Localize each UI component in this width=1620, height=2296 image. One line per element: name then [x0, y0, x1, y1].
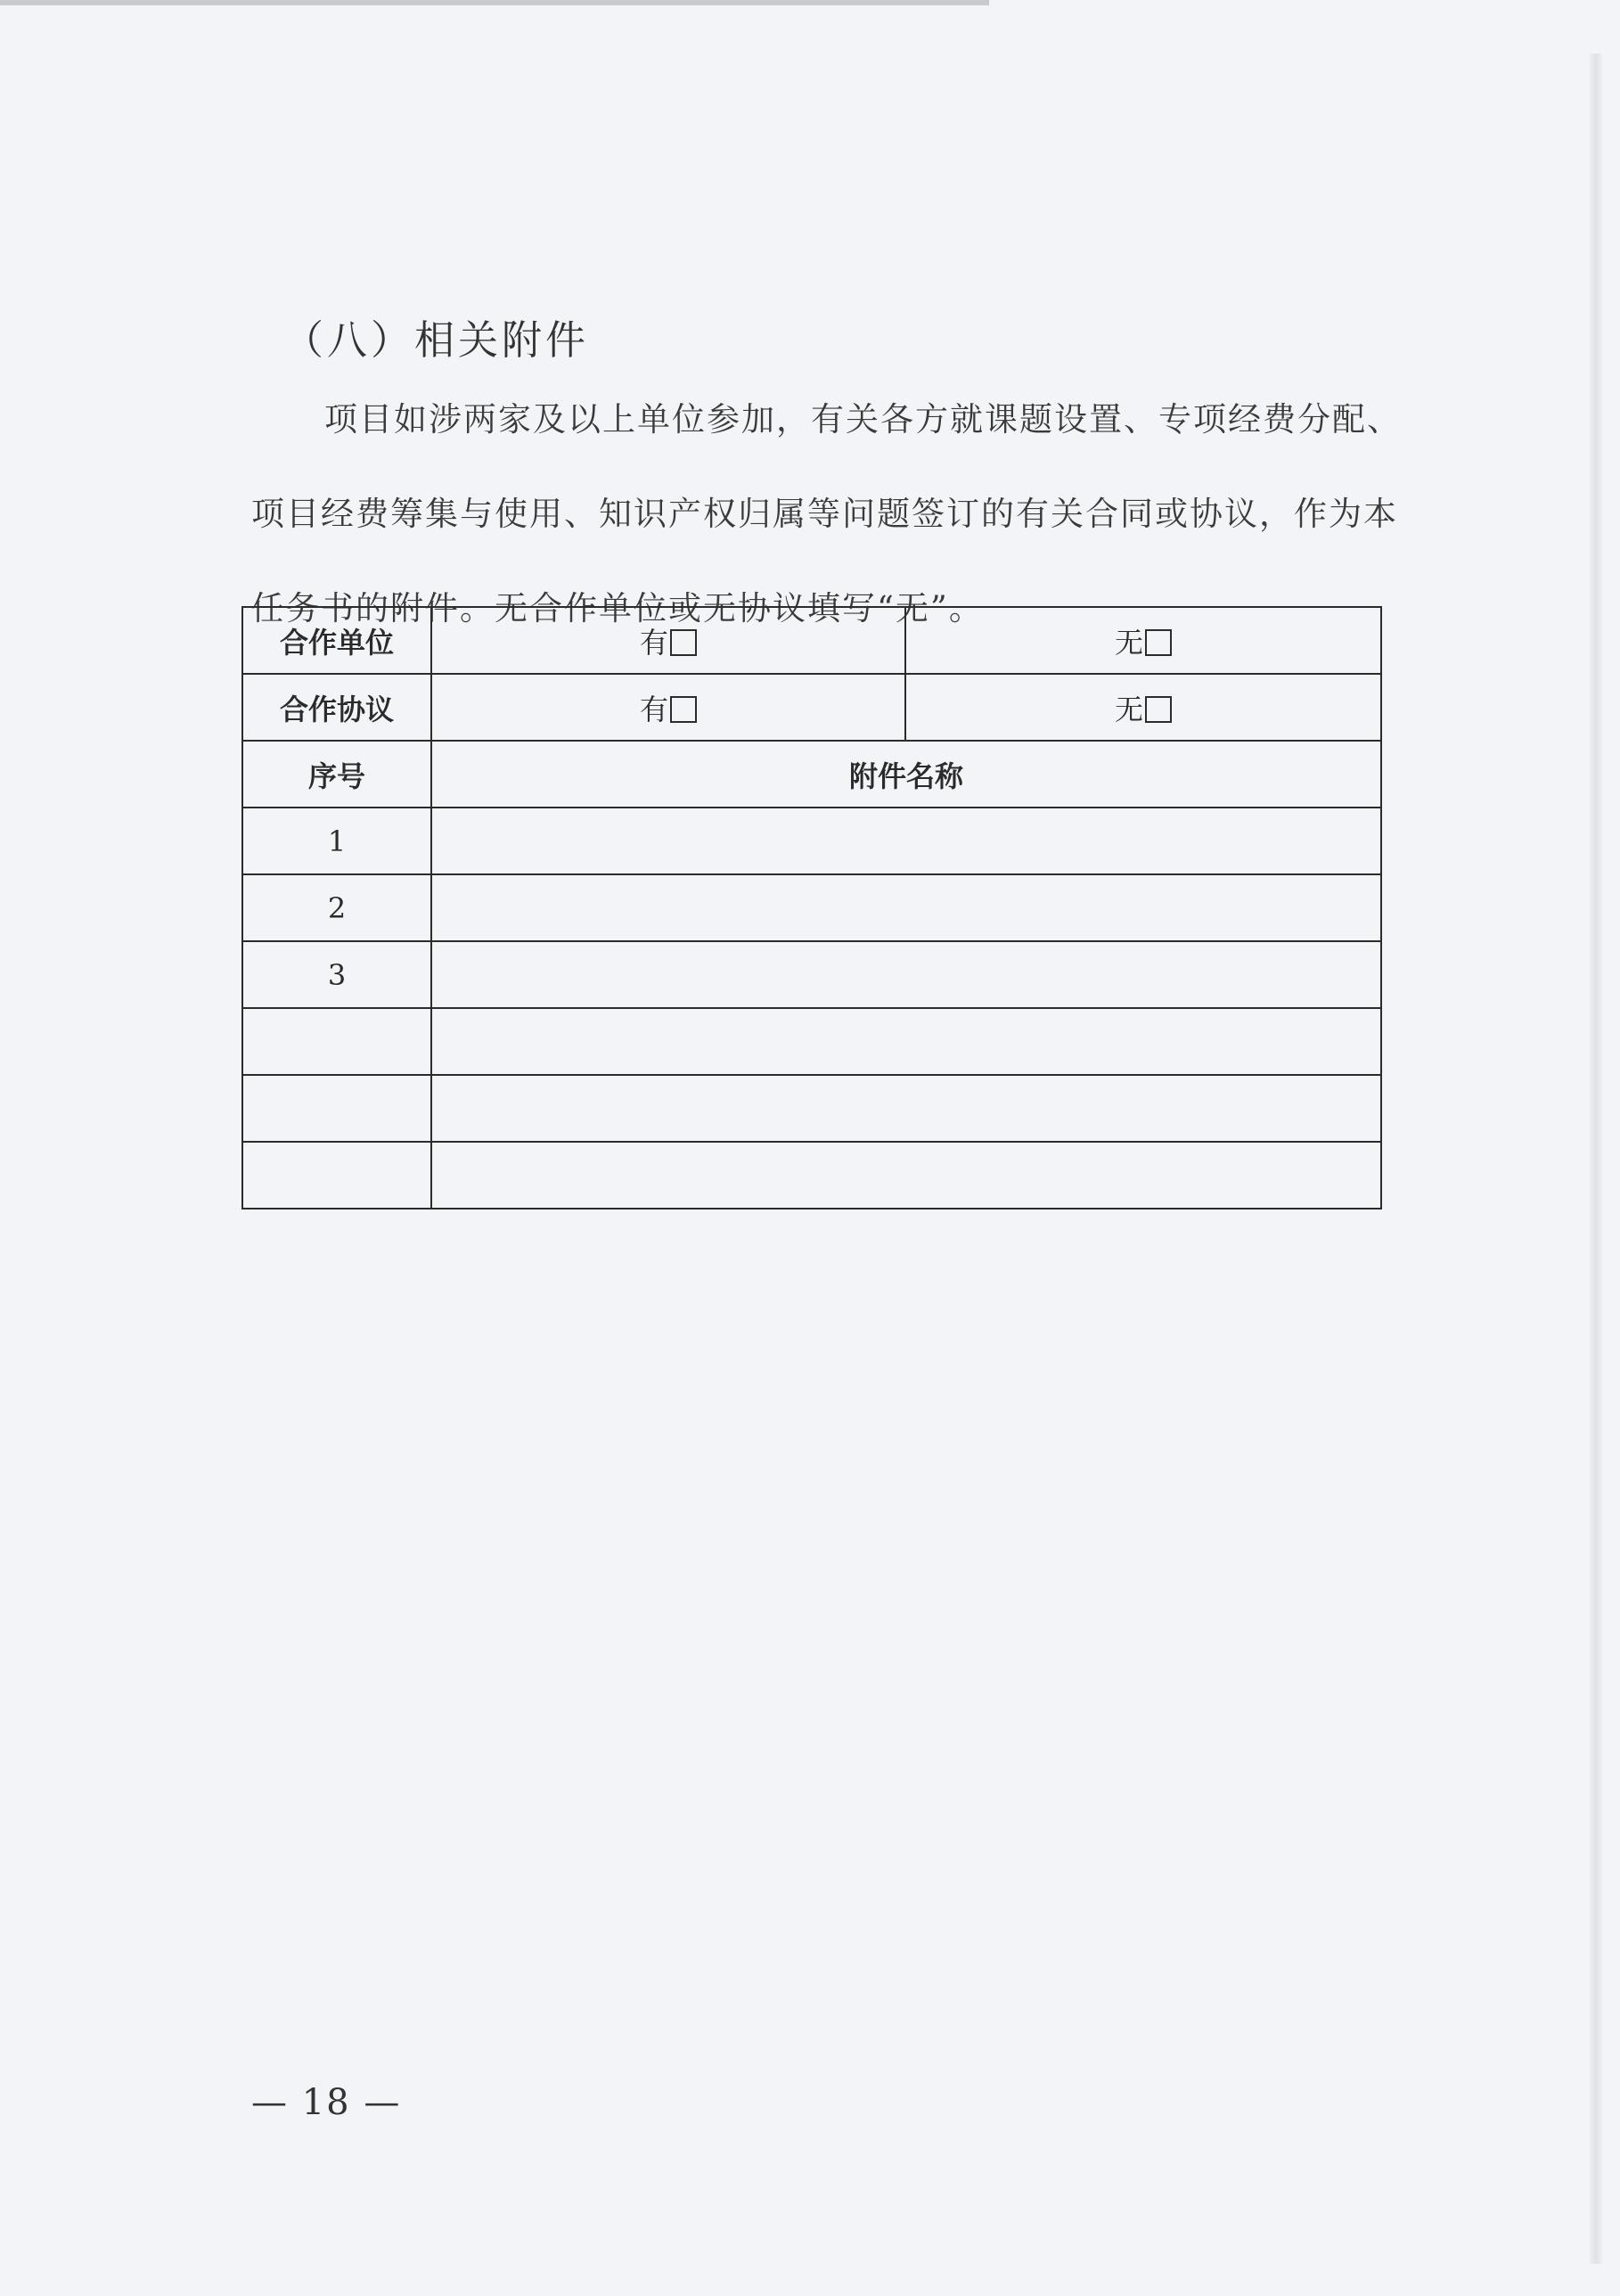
scan-edge-right	[1590, 53, 1602, 2264]
table-row-cooperation-agreement	[242, 674, 1381, 741]
cooperation-unit-no-option[interactable]	[905, 607, 1381, 674]
seq-header: 序号	[242, 741, 431, 808]
attachment-name-header: 附件名称	[431, 741, 1381, 808]
cooperation-agreement-label: 合作协议	[242, 674, 431, 741]
attachment-name-cell[interactable]	[431, 1008, 1381, 1075]
seq-cell: 3	[242, 941, 431, 1008]
no-label: 无	[1114, 625, 1143, 660]
cooperation-unit-label: 合作单位	[242, 607, 431, 674]
no-label: 无	[1114, 692, 1143, 726]
table-row	[242, 1142, 1381, 1209]
checkbox[interactable]	[1145, 629, 1172, 656]
yes-label: 有	[639, 692, 668, 726]
table-header-row	[242, 741, 1381, 808]
checkbox[interactable]	[670, 629, 697, 656]
attachment-name-cell[interactable]	[431, 808, 1381, 874]
attachment-name-cell[interactable]	[431, 874, 1381, 941]
attachment-table	[241, 606, 1382, 1210]
paragraph-line: 项目如涉两家及以上单位参加，有关各方就课题设置、专项经费分配、	[324, 400, 1402, 439]
table-row	[242, 941, 1381, 1008]
table-row	[242, 874, 1381, 941]
paragraph-line: 任务书的附件。无合作单位或无协议填写“无”。	[251, 589, 984, 627]
paragraph-line: 项目经费筹集与使用、知识产权归属等问题签订的有关合同或协议，作为本	[251, 495, 1398, 533]
table-row	[242, 808, 1381, 874]
page-number: — 18 —	[251, 2082, 402, 2123]
attachment-name-cell[interactable]	[431, 1142, 1381, 1209]
seq-cell	[242, 1075, 431, 1142]
cooperation-agreement-no-option[interactable]	[905, 674, 1381, 741]
yes-label: 有	[639, 625, 668, 660]
table-row	[242, 1008, 1381, 1075]
seq-cell	[242, 1008, 431, 1075]
seq-cell: 2	[242, 874, 431, 941]
table-row	[242, 1075, 1381, 1142]
checkbox[interactable]	[1145, 696, 1172, 723]
attachment-name-cell[interactable]	[431, 941, 1381, 1008]
table-row-cooperation-unit	[242, 607, 1381, 674]
scan-edge-top	[0, 0, 989, 5]
checkbox[interactable]	[670, 696, 697, 723]
section-title: （八）相关附件	[283, 316, 590, 364]
cooperation-unit-yes-option[interactable]	[431, 607, 905, 674]
cooperation-agreement-yes-option[interactable]	[431, 674, 905, 741]
attachment-name-cell[interactable]	[431, 1075, 1381, 1142]
seq-cell	[242, 1142, 431, 1209]
seq-cell: 1	[242, 808, 431, 874]
